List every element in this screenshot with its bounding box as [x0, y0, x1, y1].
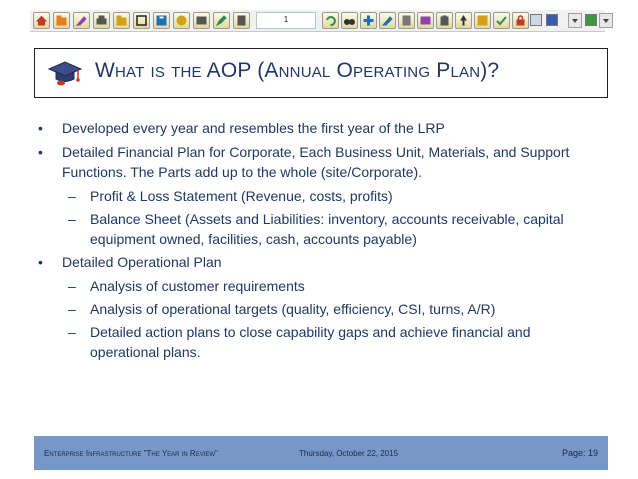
print-button[interactable] — [93, 12, 110, 29]
bullet-marker: • — [38, 120, 43, 136]
fullscreen-icon — [136, 15, 147, 26]
footer — [34, 436, 608, 470]
chevron-down-icon — [572, 19, 578, 23]
undo-icon — [325, 15, 336, 26]
bullet-item — [38, 252, 598, 272]
pin-button[interactable] — [455, 12, 472, 29]
footer-title: Enterprise Infrastructure "The Year in Review" — [44, 449, 218, 458]
sub-bullet-item — [38, 186, 598, 206]
check-icon — [496, 15, 507, 26]
pencil-button[interactable] — [379, 12, 396, 29]
title-box — [34, 48, 608, 98]
toolbar — [30, 10, 605, 32]
bullet-text: Developed every year and resembles the first year of the LRP — [62, 120, 445, 136]
green-page-icon[interactable] — [585, 14, 597, 26]
clipboard-button[interactable] — [436, 12, 453, 29]
marker-button[interactable] — [213, 12, 230, 29]
edit-button[interactable] — [73, 12, 90, 29]
save-icon — [156, 15, 167, 26]
footer-page-number: Page: 19 — [561, 448, 598, 458]
lock-button[interactable] — [512, 12, 529, 29]
home-icon — [36, 15, 47, 26]
bullet-marker: • — [38, 254, 43, 270]
note-icon — [196, 15, 207, 26]
bullet-item — [38, 118, 598, 138]
page-button[interactable] — [233, 12, 250, 29]
bullet-text: Balance Sheet (Assets and Liabilities: inventory, accounts receivable, capital equipment owned, facilities, cash, accounts payable) — [90, 211, 564, 247]
smiley-icon — [176, 15, 187, 26]
check-button[interactable] — [493, 12, 510, 29]
sticky-note-icon — [477, 15, 488, 26]
clipboard-icon — [439, 15, 450, 26]
dash-marker: – — [68, 278, 76, 294]
dash-marker: – — [68, 188, 76, 204]
document-icon — [401, 15, 412, 26]
home-button[interactable] — [33, 12, 50, 29]
tools-button[interactable] — [360, 12, 377, 29]
bullet-text: Analysis of operational targets (quality, efficiency, CSI, turns, A/R) — [90, 301, 496, 317]
print-icon — [96, 15, 107, 26]
chevron-down-icon — [603, 19, 609, 23]
bullet-text: Detailed Operational Plan — [62, 254, 222, 270]
edit-icon — [76, 15, 87, 26]
tools-icon — [363, 15, 374, 26]
graduation-cap-icon — [47, 59, 83, 87]
dash-marker: – — [68, 324, 76, 340]
dash-marker: – — [68, 211, 76, 227]
save-button[interactable] — [153, 12, 170, 29]
marker-icon — [216, 15, 227, 26]
dash-marker: – — [68, 301, 76, 317]
bullet-text: Analysis of customer requirements — [90, 278, 305, 294]
pencil-icon — [382, 15, 393, 26]
open-icon — [56, 15, 67, 26]
bullet-text: Detailed Financial Plan for Corporate, Each Business Unit, Materials, and Support Functions. The Parts add up to the whole (site/Corporate). — [62, 144, 570, 180]
open-button[interactable] — [53, 12, 70, 29]
slide-title: What is the AOP (Annual Operating Plan)? — [95, 59, 500, 82]
image-icon — [420, 15, 431, 26]
binoculars-icon — [344, 15, 355, 26]
undo-button[interactable] — [322, 12, 339, 29]
document-button[interactable] — [398, 12, 415, 29]
dropdown-arrow-icon[interactable] — [568, 13, 582, 28]
sub-bullet-item — [38, 322, 598, 362]
mail-icon[interactable] — [530, 14, 542, 26]
folder-button[interactable] — [113, 12, 130, 29]
bullet-list — [38, 118, 598, 365]
bullet-text: Profit & Loss Statement (Revenue, costs, profits) — [90, 188, 393, 204]
note-button[interactable] — [193, 12, 210, 29]
lock-icon — [515, 15, 526, 26]
sub-bullet-item — [38, 276, 598, 296]
sticky-note-button[interactable] — [474, 12, 491, 29]
sub-bullet-item — [38, 299, 598, 319]
fullscreen-button[interactable] — [133, 12, 150, 29]
folder-icon — [116, 15, 127, 26]
bullet-marker: • — [38, 144, 43, 160]
page-number-field[interactable]: 1 — [256, 12, 316, 29]
bullet-text: Detailed action plans to close capability gaps and achieve financial and operational plans. — [90, 324, 531, 360]
sub-bullet-item — [38, 209, 598, 249]
word-doc-icon[interactable] — [546, 14, 558, 26]
footer-date: Thursday, October 22, 2015 — [299, 449, 399, 458]
dropdown-menu-icon[interactable] — [599, 13, 613, 28]
page-icon — [236, 15, 247, 26]
pin-icon — [458, 15, 469, 26]
smiley-button[interactable] — [173, 12, 190, 29]
binoculars-button[interactable] — [341, 12, 358, 29]
bullet-item — [38, 142, 598, 182]
image-button[interactable] — [417, 12, 434, 29]
